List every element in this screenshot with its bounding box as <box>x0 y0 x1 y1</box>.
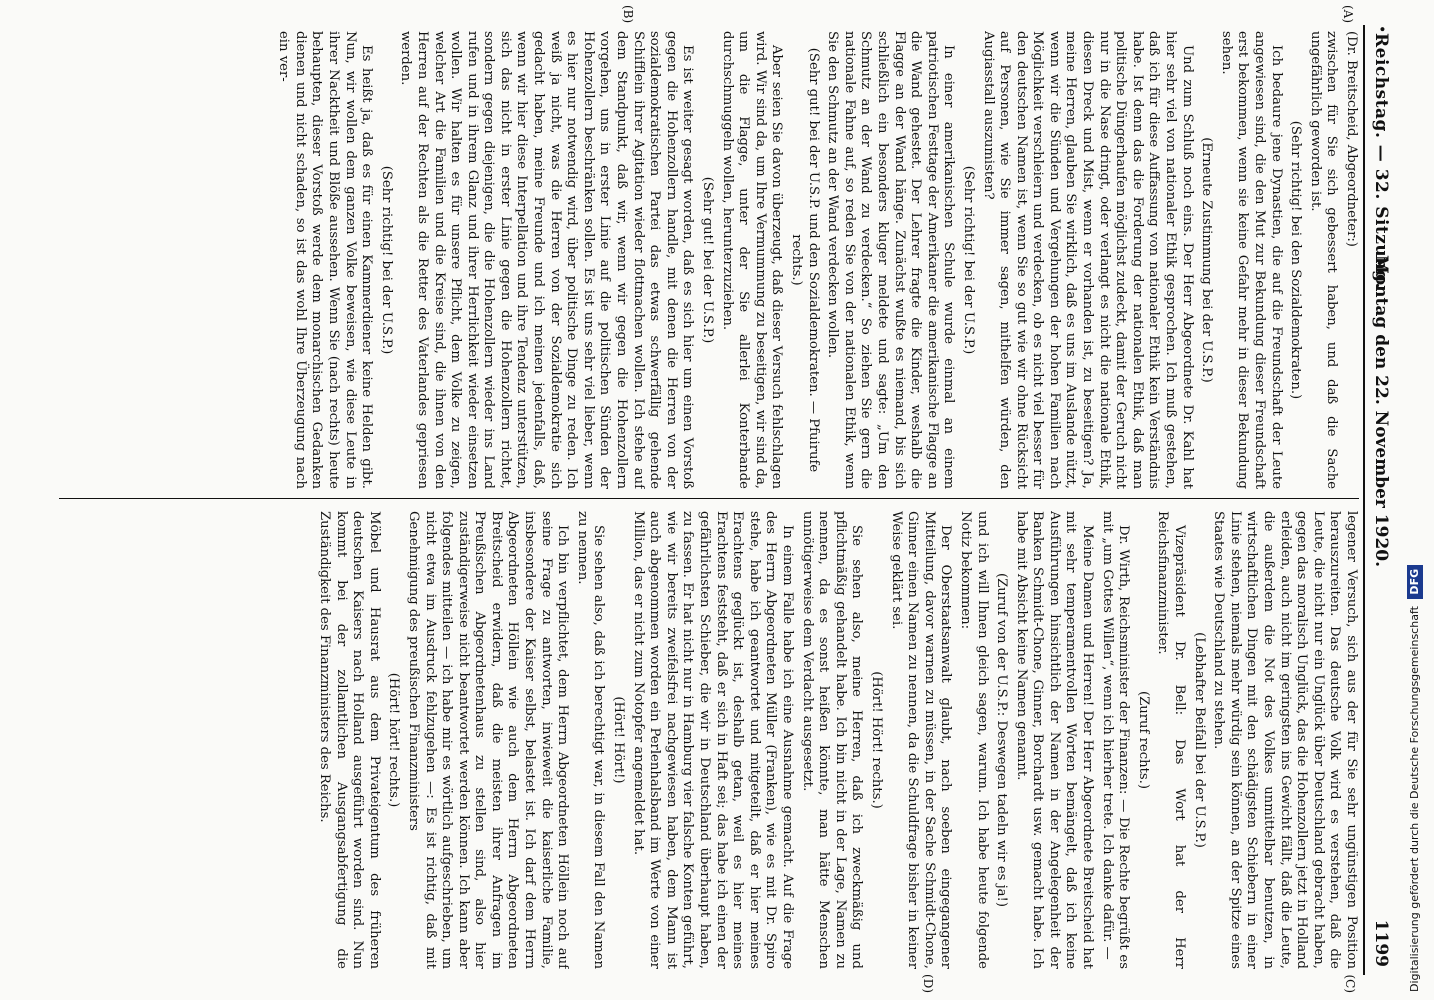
interjection: (Sehr gut! bei der U.S.P.) <box>700 176 716 344</box>
paragraph: Vizepräsident Dr. Bell: Das Wort hat der Herr Reichsfinanzminister. <box>1155 511 1188 969</box>
paragraph: Es ist weiter gesagt worden, daß es sich hier um einen Vorstoß gegen die Hohenzollern handle, mit denen die Herren von der sozialdemokratischen Partei das etwas schwerfällig gehende Schifflein ihrer Agitation wieder flottmachen wollen. Ich stehe auf dem Standpunkt, daß wir, wenn wir gegen die Hohenzollern vorgehen, uns in erster Linie auf die politischen Sünden der Hohenzollern beschränken sollen. Es ist uns sehr viel lieber, wenn es hier nur notwendig wird, über politische Dinge zu reden. Ich weiß ja nicht, was die Herren von der Sozialdemokratie sich gedacht haben, meine Freunde und ich meinen jedenfalls, daß, wenn wir hier diese Interpellation und ihre Tendenz unterstützen, sich das nicht in erster Linie gegen die Hohenzollern richtet, sondern gegen diejenigen, die die Hohenzollern wieder ins Land rufen und in ihrem Glanz und ihrer Herrlichkeit wieder einsetzen wollen. Wir halten es für unsere Pflicht, dem Volke zu zeigen, welcher Art die Familien und die Kreise sind, die ihnen von den Herren auf der Rechten als die Retter des Vaterlandes gepriesen werden. <box>398 31 696 489</box>
left-column <box>59 31 1359 489</box>
quoted-notice: Der Oberstaatsanwalt glaubt, nach soeben eingegangener Mitteilung, davor warnen zu müssen, in der Sache Schmidt-Chone, Ginner einen Namen zu nennen, da die Schuldfrage bisher in keiner Weise geklärt sei. <box>888 511 954 969</box>
paragraph: In einer amerikanischen Schule wurde einmal an einem patriotischen Festtage der Amerikaner die amerikanische Flagge an die Wand gehestet. Der Lehrer fragte die Kinder, weshalb die Flagge an der Wand hänge. Zunächst wußte es niemand, bis sich schließlich ein besonders kluger meldete und sagte: „Um den Schmutz an der Wand zu verdecken.“ So ziehen Sie gern die nationale Fahne auf, so reden Sie von der nationalen Ethik, wenn Sie den Schmutz an der Wand verdecken wollen. <box>825 31 957 489</box>
page-number: 1199 <box>1371 919 1391 967</box>
interjection: (Lebhafter Beifall bei der U.S.P.) <box>1191 632 1207 848</box>
interjection: (Sehr richtig! bei der U.S.P.) <box>960 165 976 355</box>
interjection: (Sehr richtig! bei den Sozialdemokraten.) <box>1288 120 1304 400</box>
interjection: (Zuruf rechts.) <box>1135 690 1151 790</box>
paragraph: Dr. Wirth, Reichsminister der Finanzen: — Die Rechte begrüßt es mit „um Gottes Willen“, wenn ich hierher trete. Ich danke dafür. — <box>1099 511 1132 969</box>
interjection: (Hört! hört! rechts.) <box>386 672 402 808</box>
margin-marker-a: (A) <box>1341 5 1355 24</box>
page-content <box>50 5 1395 993</box>
paragraph: zwischen für Sie sich gebessert haben, und daß die Sache ungefährlich geworden ist. <box>1307 31 1340 489</box>
margin-marker-b: (B) <box>621 5 635 24</box>
column-divider <box>59 498 1359 499</box>
paragraph: Es heißt ja, daß es für einen Kammerdiener keine Helden gibt. Nun, wir wollen dem ganzen Volke beweisen, wie diese Leute in ihrer Nacktheit und Blöße aussehen. Wenn Sie (nach rechts) heute behaupten, dieser Vorstoß werde dem monarchischen Gedanken dienen und nicht schaden, so ist das wohl Ihre Überzeugung nach ein ver- <box>276 31 375 489</box>
paragraph: Ich bin verpflichtet, dem Herrn Abgeordneten Höllein noch auf seine Frage zu antworten, inwieweit die kaiserliche Familie, insbesondere der Kaiser selbst, belastet ist. Ich darf dem Herrn Abgeordneten Höllein wie auch dem Herrn Abgeordneten Breitscheid erwidern, daß die meisten ihrer Anfragen im Preußischen Abgeordnetenhaus zu stellen sind, also hier zuständigerweise nicht beantwortet werden können. Ich kann aber folgendes mitteilen — ich habe mir es wörtlich aufgeschrieben, um nicht etwa im Ausdruck fehlzugehen —: Es ist richtig, daß mit Genehmigung des preußischen Finanzministers <box>405 511 571 969</box>
margin-marker-c: (C) <box>1343 974 1357 993</box>
paragraph: Möbel und Hausrat aus dem Privateigentum des früheren deutschen Kaisers nach Holland ausgeführt worden sind. Nun kommt bei der zollamtlichen Ausgangsabfertigung die Zuständigkeit des Finanzministers des Reichs. <box>316 511 382 969</box>
interjection: (Hört! Hört!) <box>611 696 627 784</box>
paragraph: Aber seien Sie davon überzeugt, daß dieser Versuch fehlschlagen wird. Wir sind da, um Ihre Vermummung zu beseitigen, wir sind da, um die Flagge, unter der Sie allerlei Konterbande durchschmuggeln wollen, herunterzuziehen. <box>719 31 785 489</box>
rotated-page <box>50 5 1395 993</box>
paragraph: In einem Falle habe ich eine Ausnahme gemacht. Auf die Frage des Herrn Abgeordneten Müller (Franken), wie es mit Dr. Spiro stehe, habe ich geantwortet und mitgeteilt, daß er hier meines Erachtens geglückt ist, deshalb getan, weil es hier meines Erachtens feststeht, daß er sich in Haft sei; das habe ich einen der gefährlichsten Schieber, die wir in Deutschland überhaupt haben, zu fassen. Er hat nicht nur in Hamburg vier falsche Konten geführt, wie wir bereits zweifelsfrei nachgewiesen haben, dem Mann ist auch abgenommen worden ein Perlenhalsband im Werte von einer Million, das er nicht zum Notopfer angemeldet hat. <box>630 511 795 969</box>
paragraph: Ich bedaure jene Dynastien, die auf die Freundschaft der Leute angewiesen sind, die den Mut zur Bekundung dieser Freundschaft erst bekommen, wenn sie keine Gefahr mehr in dieser Bekundung sehen. <box>1218 31 1284 489</box>
dfg-logo: DFG <box>1407 565 1423 599</box>
interjection: (Hört! Hört! rechts.) <box>868 671 884 809</box>
page-header <box>1363 25 1395 975</box>
interjection: (Sehr gut! bei der U.S.P. und den Sozialdemokraten. — Pfuirufe rechts.) <box>789 47 821 473</box>
header-session: Reichstag. — 32. Sitzung. <box>1371 33 1391 289</box>
credit-text: Digitalisierung gefördert durch die Deutsche Forschungsgemeinschaft <box>1408 606 1421 992</box>
header-date: Montag den 22. November 1920. <box>1371 255 1391 568</box>
paragraph: Meine Damen und Herren! Der Herr Abgeordnete Breitscheid hat mit sehr temperamentvollen Worten bemängelt, daß ich keine Ausführungen hinsichtlich der Namen in der Angelegenheit der Banken Schmidt-Chone, Ginner, Borchardt usw. gemacht habe. Ich habe mit Absicht keine Namen genannt. <box>1013 511 1096 969</box>
paragraph: Sie sehen also, meine Herren, daß ich zweckmäßig und pflichtmäßig gehandelt habe. Ich bin nicht in der Lage, Namen zu nennen, da es sonst heißen könnte, man hätte Menschen unnötigerweise dem Verdacht ausgesetzt. <box>799 511 865 969</box>
header-dot: • <box>1373 25 1389 34</box>
paragraph: Und zum Schluß noch eins. Der Herr Abgeordnete Dr. Kahl hat hier sehr viel von nationaler Ethik gesprochen. Ich muß gestehen, daß ich für diese Auffassung von nationaler Ethik kein Verständnis habe. Ist denn das die Forderung der nationalen Ethik, daß man politische Düngerhaufen möglichst zudeckt, damit der Geruch nicht nur in die Nase dringt, oder verlangt es nicht die nationale Ethik, diesen Dreck und Mist, wenn er vorhanden ist, zu beseitigen? Ja, meine Herren, glauben Sie wirklich, daß es uns im Auslande nützt, wenn wir die Sünden und Vergehungen der hohen Familien nach Möglichkeit verschleiern und verdecken, ob es nicht viel besser für den deutschen Namen ist, wenn Sie so gut wie wir ohne Rücksicht auf Personen, wie Sie immer sagen, mithelfen würden, den Augiasstall auszumisten? <box>980 31 1195 489</box>
right-column <box>59 511 1359 969</box>
paragraph: und ich will Ihnen gleich sagen, warum. Ich habe heute folgende Notiz bekommen: <box>957 511 990 969</box>
interjection: (Sehr richtig! bei der U.S.P.) <box>378 165 394 355</box>
interjection: (Zuruf von der U.S.P.: Deswegen tadeln wir es ja!) <box>994 572 1010 907</box>
paragraph: legener Versuch, sich aus der für Sie sehr ungünstigen Position herauszureiten. Das deutsche Volk wird es verstehen, daß die Leute, die nicht nur ein Unglück über Deutschland gebracht haben, gegen das moralisch Unglück, das die Hohenzollern jetzt in Holland erleiden, auch nicht im geringsten ins Gewicht fällt, daß die Leute, die außerdem die Not des Volkes unmittelbar benutzen, in wirtschaftlichen Dingen mit den schädigsten Schiebern in einer Linie stehen, niemals mehr würdig sein können, an der Spitze eines Staates wie Deutschland zu stehen. <box>1211 511 1359 969</box>
paragraph: (Dr. Breitscheid, Abgeordneter:) <box>1344 31 1359 247</box>
digitization-credit <box>1402 8 1428 992</box>
paragraph: Sie sehen also, daß ich berechtigt war, in diesem Fall den Namen zu nennen. <box>574 511 607 969</box>
margin-marker-d: (D) <box>921 974 935 993</box>
interjection: (Erneute Zustimmung bei der U.S.P.) <box>1199 137 1215 383</box>
